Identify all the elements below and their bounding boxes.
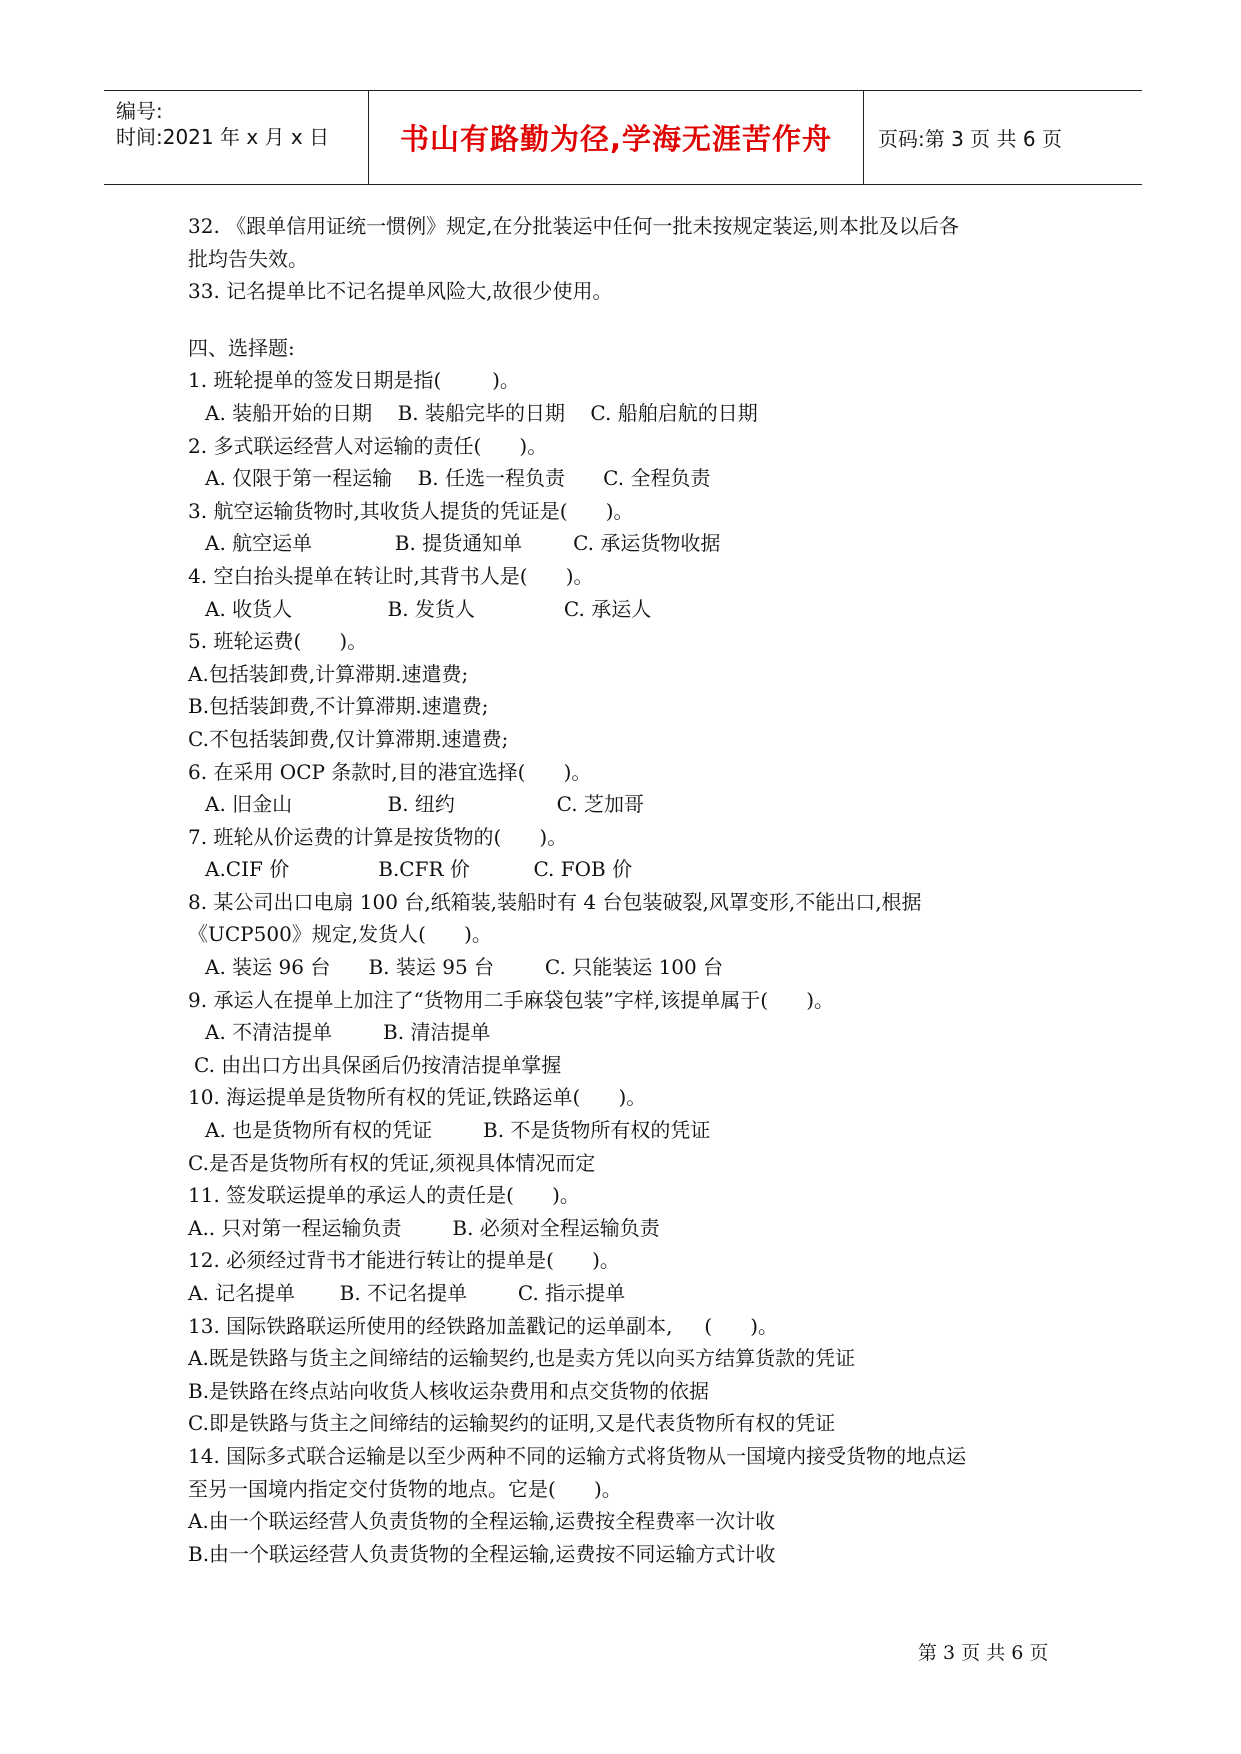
doc-number-label: 编号: (116, 99, 163, 123)
page-code: 页码:第 3 页 共 6 页 (878, 127, 1062, 151)
question-options: A.CIF 价 B.CFR 价 C. FOB 价 (205, 857, 633, 882)
question-stem: 12. 必须经过背书才能进行转让的提单是( )。 (188, 1248, 620, 1273)
question-options: A. 不清洁提单 B. 清洁提单 (205, 1020, 491, 1045)
question-options: A.既是铁路与货主之间缔结的运输契约,也是卖方凭以向买方结算货款的凭证 (188, 1346, 856, 1371)
section-title: 四、选择题: (188, 335, 295, 360)
question-stem: 5. 班轮运费( )。 (188, 629, 368, 654)
question-stem: 2. 多式联运经营人对运输的责任( )。 (188, 433, 548, 458)
question-options: A. 收货人 B. 发货人 C. 承运人 (205, 596, 652, 621)
question-options: A. 航空运单 B. 提货通知单 C. 承运货物收据 (205, 531, 721, 556)
question-options: A.. 只对第一程运输负责 B. 必须对全程运输负责 (188, 1215, 660, 1240)
question-stem: 10. 海运提单是货物所有权的凭证,铁路运单( )。 (188, 1085, 647, 1110)
question-stem-continued: 至另一国境内指定交付货物的地点。它是( )。 (188, 1476, 622, 1501)
document-body (188, 210, 1068, 1570)
question-list (188, 364, 1068, 1570)
question-options: B.包括装卸费,不计算滞期.速遣费; (188, 694, 489, 719)
question-options: A. 记名提单 B. 不记名提单 C. 指示提单 (188, 1281, 626, 1305)
question-options: B.是铁路在终点站向收货人核收运杂费用和点交货物的依据 (188, 1378, 710, 1403)
page-header (104, 90, 1142, 185)
question-options: B.由一个联运经营人负责货物的全程运输,运费按不同运输方式计收 (188, 1541, 776, 1566)
question-options: A. 旧金山 B. 纽约 C. 芝加哥 (205, 792, 644, 817)
question-stem: 11. 签发联运提单的承运人的责任是( )。 (188, 1183, 580, 1208)
question-options: A. 装运 96 台 B. 装运 95 台 C. 只能装运 100 台 (205, 955, 724, 980)
text-line: 批均告失效。 (188, 246, 308, 271)
question-stem: 3. 航空运输货物时,其收货人提货的凭证是( )。 (188, 498, 634, 523)
question-options: A. 仅限于第一程运输 B. 任选一程负责 C. 全程负责 (205, 466, 711, 491)
question-options: C. 由出口方出具保函后仍按清洁提单掌握 (194, 1052, 562, 1077)
text-line: 32. 《跟单信用证统一惯例》规定,在分批装运中任何一批未按规定装运,则本批及以后各 (188, 214, 959, 238)
header-page-cell (864, 91, 1142, 184)
question-options: C.即是铁路与货主之间缔结的运输契约的证明,又是代表货物所有权的凭证 (188, 1411, 836, 1436)
spacer (188, 308, 1068, 332)
question-options: A.包括装卸费,计算滞期.速遣费; (188, 661, 469, 686)
question-stem: 9. 承运人在提单上加注了“货物用二手麻袋包装”字样,该提单属于( )。 (188, 987, 834, 1012)
question-stem: 1. 班轮提单的签发日期是指( )。 (188, 368, 520, 393)
text-line: 33. 记名提单比不记名提单风险大,故很少使用。 (188, 279, 613, 304)
question-stem: 4. 空白抬头提单在转让时,其背书人是( )。 (188, 563, 594, 588)
question-options: C.是否是货物所有权的凭证,须视具体情况而定 (188, 1150, 596, 1175)
question-stem: 6. 在采用 OCP 条款时,目的港宜选择( )。 (188, 759, 592, 784)
question-options: C.不包括装卸费,仅计算滞期.速遣费; (188, 726, 509, 751)
header-left-cell (104, 91, 369, 184)
question-stem: 13. 国际铁路联运所使用的经铁路加盖戳记的运单副本, ( )。 (188, 1313, 779, 1338)
question-stem: 7. 班轮从价运费的计算是按货物的( )。 (188, 824, 568, 849)
question-options: A. 装船开始的日期 B. 装船完毕的日期 C. 船舶启航的日期 (205, 400, 758, 425)
question-options: A. 也是货物所有权的凭证 B. 不是货物所有权的凭证 (205, 1118, 711, 1143)
question-stem: 8. 某公司出口电扇 100 台,纸箱装,装船时有 4 台包装破裂,风罩变形,不能出口,根据 (188, 889, 922, 914)
doc-time-label: 时间:2021 年 x 月 x 日 (116, 125, 330, 149)
header-motto-cell (369, 91, 864, 184)
question-stem: 14. 国际多式联合运输是以至少两种不同的运输方式将货物从一国境内接受货物的地点运 (188, 1443, 967, 1468)
question-options: A.由一个联运经营人负责货物的全程运输,运费按全程费率一次计收 (188, 1509, 776, 1534)
page-footer: 第 3 页 共 6 页 (918, 1642, 1049, 1664)
question-stem-continued: 《UCP500》规定,发货人( )。 (188, 922, 492, 947)
motto-text: 书山有路勤为径,学海无涯苦作舟 (399, 122, 833, 156)
